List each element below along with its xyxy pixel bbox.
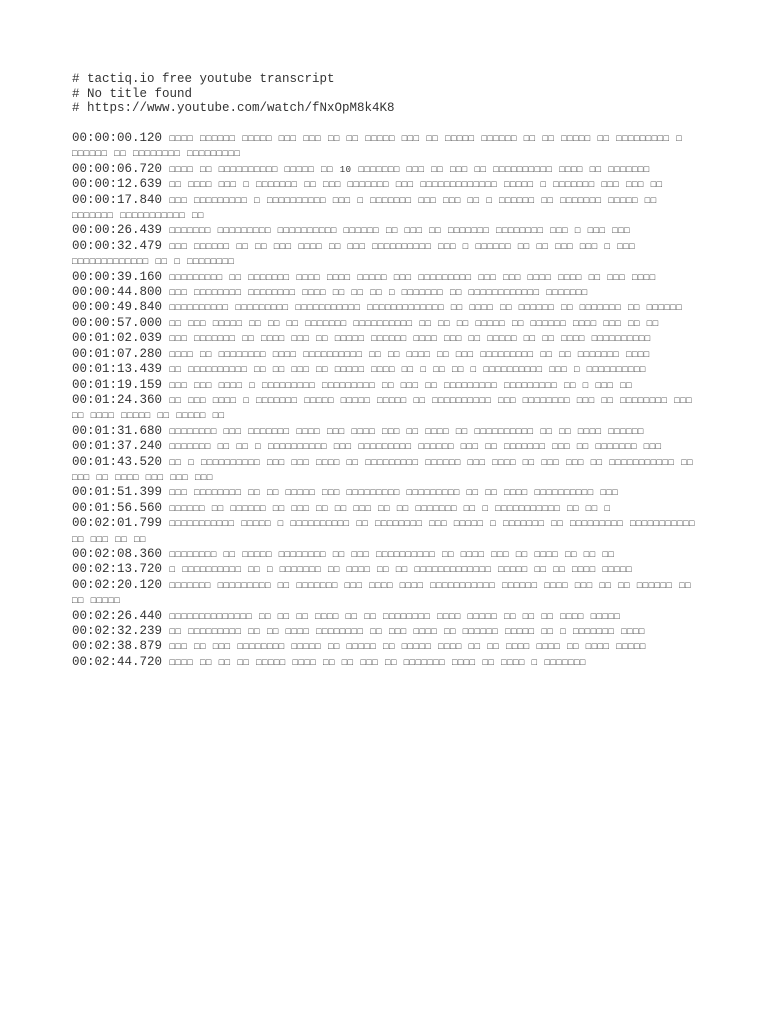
transcript-text: □□□□□□□□□□□ □□□□□ □ □□□□□□□□□□ □□ □□□□□□□□ □□□ □□□□□ □ □□□□□□□ □□ □□□□□□□□□ □□□□□□□□□□□ □□ □□□ □□ □□	[72, 519, 695, 545]
timestamp: 00:01:31.680	[72, 423, 163, 438]
transcript-text: □□□□□□□□□ □□ □□□□□□□ □□□□ □□□□ □□□□□ □□□ □□□□□□□□□ □□□ □□□ □□□□ □□□□ □□ □□□ □□□□	[169, 272, 656, 283]
timestamp: 00:02:44.720	[72, 654, 163, 669]
transcript-entry	[72, 362, 700, 377]
transcript-text: □□□□ □□□□□□ □□□□□ □□□ □□□ □□ □□ □□□□□ □□□ □□ □□□□□ □□□□□□ □□ □□ □□□□□ □□ □□□□□□□□□ □ □□□□□□ □□ □□□□□□□□ □□□□□□□□□	[72, 134, 683, 160]
transcript-text: □□□ □□□□□□□□□ □ □□□□□□□□□□ □□□ □ □□□□□□□ □□□ □□□ □□ □ □□□□□□ □□ □□□□□□□ □□□□□ □□ □□□□□□□ □□□□□□□□□□□ □□	[72, 195, 657, 222]
timestamp: 00:00:49.840	[72, 300, 163, 315]
header-source-line: # tactiq.io free youtube transcript	[72, 72, 335, 86]
timestamp: 00:00:17.840	[72, 192, 163, 207]
transcript-text: □□ □□□□ □□□ □ □□□□□□□ □□ □□□ □□□□□□□ □□□ □□□□□□□□□□□□□ □□□□□ □ □□□□□□□ □□□ □□□ □□	[169, 180, 663, 191]
timestamp: 00:02:32.239	[72, 624, 163, 638]
timestamp: 00:02:20.120	[72, 577, 163, 592]
transcript-entry	[72, 609, 700, 624]
timestamp: 00:00:39.160	[72, 269, 163, 284]
transcript-entry	[72, 177, 700, 192]
transcript-text: □□□ □□□□□□□□ □□ □□ □□□□□ □□□ □□□□□□□□□ □□□□□□□□□ □□ □□ □□□□ □□□□□□□□□□ □□□	[169, 488, 619, 499]
timestamp: 00:01:43.520	[72, 454, 163, 469]
timestamp: 00:01:24.360	[72, 392, 163, 407]
transcript-text: □□□□□□□ □□□□□□□□□ □□□□□□□□□□ □□□□□□ □□ □□□ □□ □□□□□□□ □□□□□□□□ □□□ □ □□□ □□□	[169, 226, 630, 237]
timestamp: 00:01:07.280	[72, 346, 163, 361]
timestamp: 00:00:57.000	[72, 315, 163, 330]
transcript-text: □□□□□□ □□ □□□□□□ □□ □□□ □□ □□ □□□ □□ □□ □□□□□□□ □□ □ □□□□□□□□□□□ □□ □□ □	[169, 503, 611, 514]
timestamp: 00:01:19.159	[72, 377, 163, 392]
timestamp: 00:01:51.399	[72, 485, 163, 500]
transcript-header	[72, 72, 395, 116]
transcript-entry	[72, 393, 700, 424]
transcript-text: □□□□□□□□ □□ □□□□□ □□□□□□□□ □□ □□□ □□□□□□□□□□ □□ □□□□ □□□ □□ □□□□ □□ □□ □□	[169, 549, 615, 560]
transcript-text: □□□□□□□□□□ □□□□□□□□□ □□□□□□□□□□□ □□□□□□□□□□□□□ □□ □□□□ □□ □□□□□□ □□ □□□□□□□ □□ □□□□□□	[169, 303, 683, 314]
timestamp: 00:01:37.240	[72, 439, 163, 454]
transcript-entry	[72, 485, 700, 500]
header-title-line: # No title found	[72, 86, 193, 101]
transcript-entry	[72, 131, 700, 162]
transcript-text: □□□ □□□ □□□□ □ □□□□□□□□□ □□□□□□□□□ □□ □□□ □□ □□□□□□□□□ □□□□□□□□□ □□ □ □□□ □□	[169, 380, 632, 391]
transcript-text: □□ □□□ □□□□□ □□ □□ □□ □□□□□□□ □□□□□□□□□□ □□ □□ □□ □□□□□ □□ □□□□□□ □□□□ □□□ □□ □□	[169, 318, 659, 329]
timestamp: 00:00:32.479	[72, 238, 163, 253]
timestamp: 00:00:44.800	[72, 285, 163, 300]
transcript-entry	[72, 270, 700, 285]
timestamp: 00:01:56.560	[72, 500, 163, 515]
transcript-text: □□□□ □□ □□ □□ □□□□□ □□□□ □□ □□ □□□ □□ □□□□□□□ □□□□ □□ □□□□ □ □□□□□□□	[169, 657, 586, 668]
transcript-entry	[72, 300, 700, 315]
transcript-entry	[72, 624, 700, 639]
transcript-entry	[72, 455, 700, 486]
timestamp: 00:00:00.120	[72, 131, 163, 145]
transcript-text: □ □□□□□□□□□□ □□ □ □□□□□□□ □□ □□□□ □□ □□ □□□□□□□□□□□□□ □□□□□ □□ □□ □□□□ □□□□□	[169, 565, 632, 576]
transcript-body	[72, 131, 700, 670]
transcript-entry	[72, 285, 700, 300]
transcript-entry	[72, 639, 700, 654]
timestamp: 00:00:06.720	[72, 161, 163, 176]
transcript-text: □□□□□□□□□□□□□□ □□ □□ □□ □□□□ □□ □□ □□□□□□□□ □□□□ □□□□□ □□ □□ □□ □□□□ □□□□□	[169, 611, 621, 622]
transcript-entry	[72, 516, 700, 547]
transcript-entry	[72, 316, 700, 331]
transcript-text: □□ □□□□□□□□□□ □□ □□ □□□ □□ □□□□□ □□□□ □□ □ □□ □□ □ □□□□□□□□□□ □□□ □ □□□□□□□□□□	[169, 365, 646, 376]
transcript-text: □□ □□□□□□□□□ □□ □□ □□□□ □□□□□□□□ □□ □□□ □□□□ □□ □□□□□□ □□□□□ □□ □ □□□□□□□ □□□□	[169, 627, 645, 637]
timestamp: 00:02:38.879	[72, 639, 163, 654]
transcript-entry	[72, 347, 700, 362]
timestamp: 00:02:26.440	[72, 608, 163, 623]
transcript-text: □□□ □□□□□□□□ □□□□□□□□ □□□□ □□ □□ □□ □ □□□□□□□ □□ □□□□□□□□□□□□ □□□□□□□	[169, 288, 588, 299]
transcript-entry	[72, 547, 700, 562]
transcript-text: □□□ □□□□□□□ □□ □□□□ □□□ □□ □□□□□ □□□□□□ □□□□ □□□ □□ □□□□□ □□ □□ □□□□ □□□□□□□□□□	[169, 334, 651, 345]
transcript-entry	[72, 501, 700, 516]
transcript-entry	[72, 223, 700, 238]
transcript-text: □□□□ □□ □□□□□□□□□□ □□□□□ □□ 10 □□□□□□□ □□□ □□ □□□ □□ □□□□□□□□□□ □□□□ □□ □□□□□□□	[169, 164, 650, 175]
transcript-entry	[72, 331, 700, 346]
timestamp: 00:01:13.439	[72, 362, 163, 377]
transcript-text: □□□□□□□ □□ □□ □ □□□□□□□□□□ □□□ □□□□□□□□□ □□□□□□ □□□ □□ □□□□□□□ □□□ □□ □□□□□□□ □□□	[169, 442, 662, 453]
timestamp: 00:00:12.639	[72, 177, 163, 192]
transcript-text: □□□□ □□ □□□□□□□□ □□□□ □□□□□□□□□□ □□ □□ □□□□ □□ □□□ □□□□□□□□□ □□ □□ □□□□□□□ □□□□	[169, 349, 650, 360]
timestamp: 00:02:01.799	[72, 516, 163, 531]
transcript-entry	[72, 424, 700, 439]
transcript-entry	[72, 578, 700, 609]
transcript-text: □□□□□□□□ □□□ □□□□□□□ □□□□ □□□ □□□□ □□□ □□ □□□□ □□ □□□□□□□□□□ □□ □□ □□□□ □□□□□□	[169, 426, 644, 437]
transcript-entry	[72, 562, 700, 577]
timestamp: 00:02:13.720	[72, 562, 163, 577]
transcript-entry	[72, 378, 700, 393]
timestamp: 00:00:26.439	[72, 223, 163, 238]
transcript-text: □□□ □□ □□□ □□□□□□□□ □□□□□ □□ □□□□□ □□ □□□□□ □□□□ □□ □□ □□□□ □□□□ □□ □□□□ □□□□□	[169, 642, 646, 653]
transcript-text: □□□□□□□ □□□□□□□□□ □□ □□□□□□□ □□□ □□□□ □□□□ □□□□□□□□□□□ □□□□□□ □□□□ □□□ □□ □□ □□□□□□ □□ □□ □□□□□	[72, 580, 692, 607]
timestamp: 00:01:02.039	[72, 331, 163, 346]
transcript-entry	[72, 655, 700, 670]
transcript-text: □□ □□□ □□□□ □ □□□□□□□ □□□□□ □□□□□ □□□□□ □□ □□□□□□□□□□ □□□ □□□□□□□□ □□□ □□ □□□□□□□□ □□□ □□ □□□□ □□□□□ □□ □□□□□ □□	[72, 395, 693, 422]
transcript-text: □□□ □□□□□□ □□ □□ □□□ □□□□ □□ □□□ □□□□□□□□□□ □□□ □ □□□□□□ □□ □□ □□□ □□□ □ □□□ □□□□□□□□□□□□□ □□ □ □□□□□□□□	[72, 241, 635, 268]
header-url-line: # https://www.youtube.com/watch/fNxOpM8k4K8	[72, 101, 395, 115]
timestamp: 00:02:08.360	[72, 546, 163, 561]
transcript-entry	[72, 439, 700, 454]
transcript-entry	[72, 162, 700, 177]
transcript-text: □□ □ □□□□□□□□□□ □□□ □□□ □□□□ □□ □□□□□□□□□ □□□□□□ □□□ □□□□ □□ □□□ □□□ □□ □□□□□□□□□□□ □□ □□□ □□ □□□□ □□□ □□□ □□□	[72, 457, 694, 483]
transcript-entry	[72, 239, 700, 270]
transcript-entry	[72, 193, 700, 224]
